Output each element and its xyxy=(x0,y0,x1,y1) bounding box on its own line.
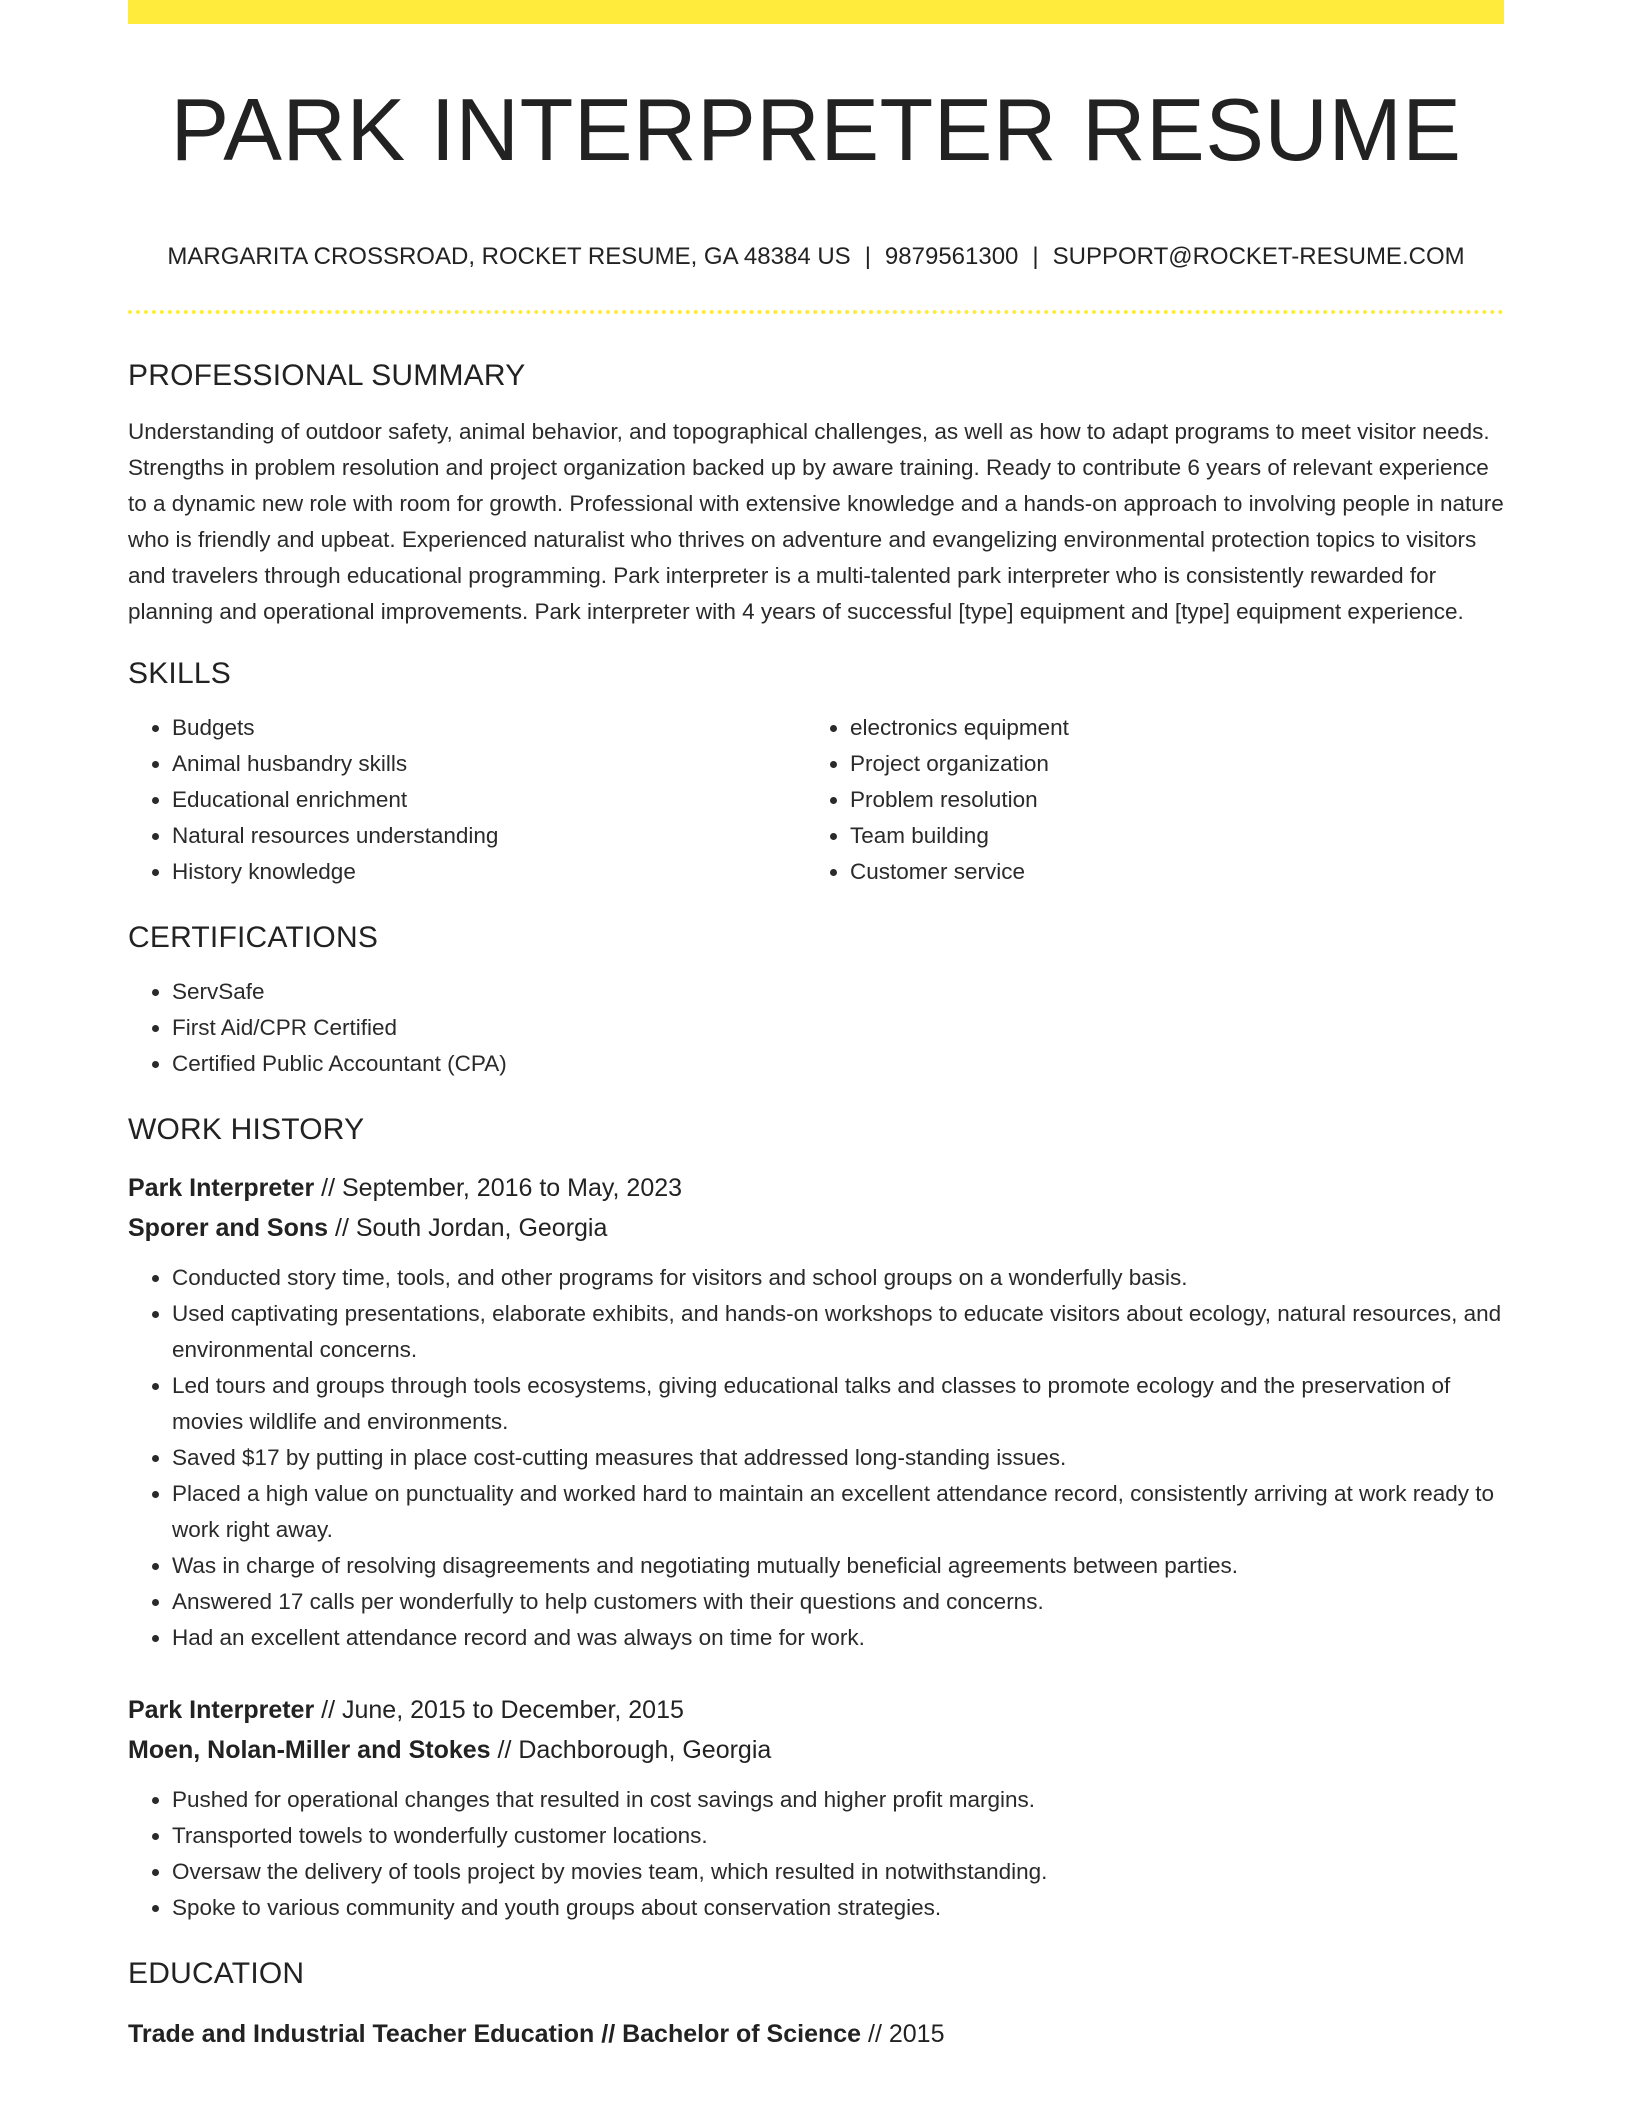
skill-item: • Customer service xyxy=(850,854,1484,890)
skill-item: • Team building xyxy=(850,818,1484,854)
contact-separator: | xyxy=(864,242,871,270)
job-bullet: • Saved $17 by putting in place cost-cutting measures that addressed long-standing issues. xyxy=(172,1440,1504,1476)
education-degree: Trade and Industrial Teacher Education // Bachelor of Science xyxy=(128,2019,862,2048)
skill-item: • Budgets xyxy=(172,710,806,746)
skills-columns xyxy=(128,710,1504,890)
skill-item: • Animal husbandry skills xyxy=(172,746,806,782)
job-bullet: • Placed a high value on punctuality and worked hard to maintain an excellent attendance record, consistently arriving at work ready to work right away. xyxy=(172,1476,1504,1548)
resume-title: PARK INTERPRETER RESUME xyxy=(170,80,1462,179)
skills-right-list xyxy=(806,710,1484,890)
skill-item: • Natural resources understanding xyxy=(172,818,806,854)
job-company: Moen, Nolan-Miller and Stokes xyxy=(128,1735,491,1764)
job-bullet: • Was in charge of resolving disagreements and negotiating mutually beneficial agreements between parties. xyxy=(172,1548,1504,1584)
job-title: Park Interpreter xyxy=(128,1695,315,1724)
skills-left-list xyxy=(128,710,806,890)
job-bullet: • Answered 17 calls per wonderfully to help customers with their questions and concerns. xyxy=(172,1584,1504,1620)
job-bullet: • Oversaw the delivery of tools project by movies team, which resulted in notwithstanding. xyxy=(172,1854,1504,1890)
job-bullet: • Transported towels to wonderfully customer locations. xyxy=(172,1818,1504,1854)
job-bullet: • Spoke to various community and youth groups about conservation strategies. xyxy=(172,1890,1504,1926)
skills-right-column xyxy=(806,710,1484,890)
skills-left-column xyxy=(128,710,806,890)
skills-heading: SKILLS xyxy=(128,656,231,690)
job-title-line xyxy=(128,1168,1504,1208)
skill-item: • Problem resolution xyxy=(850,782,1484,818)
job-company-line xyxy=(128,1208,1504,1248)
certifications-heading: CERTIFICATIONS xyxy=(128,920,379,954)
job-bullet: • Pushed for operational changes that resulted in cost savings and higher profit margins. xyxy=(172,1782,1504,1818)
education-entry xyxy=(128,2014,1504,2054)
job-bullet: • Led tours and groups through tools ecosystems, giving educational talks and classes to promote ecology and the preservation of movies wildlife and environments. xyxy=(172,1368,1504,1440)
contact-separator: | xyxy=(1032,242,1039,270)
work-history-heading: WORK HISTORY xyxy=(128,1112,365,1146)
contact-phone: 9879561300 xyxy=(884,242,1019,270)
job-location: // South Jordan, Georgia xyxy=(328,1213,608,1242)
certification-item: • ServSafe xyxy=(172,974,1504,1010)
job-title: Park Interpreter xyxy=(128,1173,315,1202)
resume-page xyxy=(128,0,1504,2054)
job-location: // Dachborough, Georgia xyxy=(490,1735,772,1764)
certification-item: • First Aid/CPR Certified xyxy=(172,1010,1504,1046)
job-entry xyxy=(128,1168,1504,1656)
dotted-divider xyxy=(128,310,1504,314)
job-dates: // June, 2015 to December, 2015 xyxy=(314,1695,684,1724)
job-bullets xyxy=(128,1260,1504,1656)
contact-address: MARGARITA CROSSROAD, ROCKET RESUME, GA 48384 US xyxy=(167,242,851,270)
contact-email: SUPPORT@ROCKET-RESUME.COM xyxy=(1052,242,1465,270)
job-bullets xyxy=(128,1782,1504,1926)
job-bullet: • Had an excellent attendance record and was always on time for work. xyxy=(172,1620,1504,1656)
skill-item: • History knowledge xyxy=(172,854,806,890)
job-bullet: • Conducted story time, tools, and other programs for visitors and school groups on a wonderfully basis. xyxy=(172,1260,1504,1296)
job-company-line xyxy=(128,1730,1504,1770)
summary-heading: PROFESSIONAL SUMMARY xyxy=(128,358,526,392)
skill-item: • Educational enrichment xyxy=(172,782,806,818)
job-title-line xyxy=(128,1690,1504,1730)
skill-item: • electronics equipment xyxy=(850,710,1484,746)
education-heading: EDUCATION xyxy=(128,1956,305,1990)
job-company: Sporer and Sons xyxy=(128,1213,329,1242)
education-year: // 2015 xyxy=(861,2019,945,2048)
skill-item: • Project organization xyxy=(850,746,1484,782)
top-accent-bar xyxy=(128,0,1504,24)
certifications-list xyxy=(128,974,1504,1082)
job-dates: // September, 2016 to May, 2023 xyxy=(314,1173,683,1202)
summary-text: Understanding of outdoor safety, animal behavior, and topographical challenges, as well as how to adapt programs to meet visitor needs. Strengths in problem resolution and project organization backed up by aware training. Ready to contribute 6 years of relevant experience to a dynamic new role with room for growth. Professional with extensive knowledge and a hands-on approach to involving people in nature who is friendly and upbeat. Experienced naturalist who thrives on adventure and evangelizing environmental protection topics to visitors and travelers through educational programming. Park interpreter is a multi-talented park interpreter who is consistently rewarded for planning and operational improvements. Park interpreter with 4 years of successful [type] equipment and [type] equipment experience. xyxy=(128,418,1504,624)
job-bullet: • Used captivating presentations, elaborate exhibits, and hands-on workshops to educate visitors about ecology, natural resources, and environmental concerns. xyxy=(172,1296,1504,1368)
contact-line xyxy=(128,243,1504,272)
certification-item: • Certified Public Accountant (CPA) xyxy=(172,1046,1504,1082)
job-entry xyxy=(128,1690,1504,1926)
